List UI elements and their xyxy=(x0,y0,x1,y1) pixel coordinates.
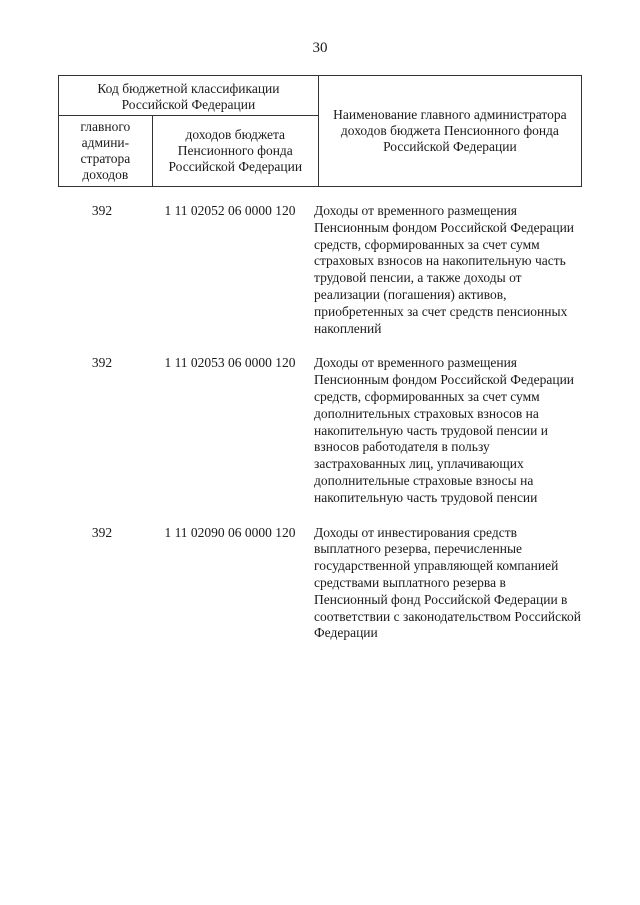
classification-header-table xyxy=(58,75,582,187)
income-entry xyxy=(58,203,582,337)
entry-admin-code: 392 xyxy=(91,203,113,218)
pension-fund-income-header: доходов бюджета Пенсионного фонда Российской Федерации xyxy=(152,116,318,187)
income-entry xyxy=(58,355,582,506)
administrator-name-header: Наименование главного администратора доходов бюджета Пенсионного фонда Российской Федерации xyxy=(318,76,581,187)
entry-income-name: Доходы от временного размещения Пенсионным фондом Российской Федерации средств, сформированных за счет сумм страховых взносов на накопительную часть трудовой пенсии, а также доходы от реализации (погашения) активов, приобретенных за счет средств пенсионных накоплений xyxy=(314,203,575,336)
entry-income-code: 1 11 02090 06 0000 120 xyxy=(164,524,296,540)
entry-income-code: 1 11 02053 06 0000 120 xyxy=(164,355,296,371)
entry-admin-code: 392 xyxy=(91,355,113,371)
entry-admin-code: 392 xyxy=(91,524,113,540)
income-entries-list xyxy=(58,203,582,660)
main-administrator-header: главного админи-стратора доходов xyxy=(59,116,153,187)
entry-income-code: 1 11 02052 06 0000 120 xyxy=(164,203,296,218)
entry-income-name: Доходы от инвестирования средств выплатного резерва, перечисленные государственной управляющей компанией средствами выплатного резерва в Пенсионный фонд Российской Федерации в соответствии с законодательством Российской Федерации xyxy=(314,524,581,641)
budget-classification-code-header: Код бюджетной классификации Российской Федерации xyxy=(59,76,319,116)
page-number: 30 xyxy=(312,40,328,56)
entry-income-name: Доходы от временного размещения Пенсионным фондом Российской Федерации средств, сформированных за счет сумм дополнительных страховых взносов на накопительную часть трудовой пенсии и взносов работодателя в пользу застрахованных лиц, уплачивающих дополнительные страховые взносы на накопительную часть трудовой пенсии xyxy=(314,355,575,505)
income-entry xyxy=(58,525,582,643)
